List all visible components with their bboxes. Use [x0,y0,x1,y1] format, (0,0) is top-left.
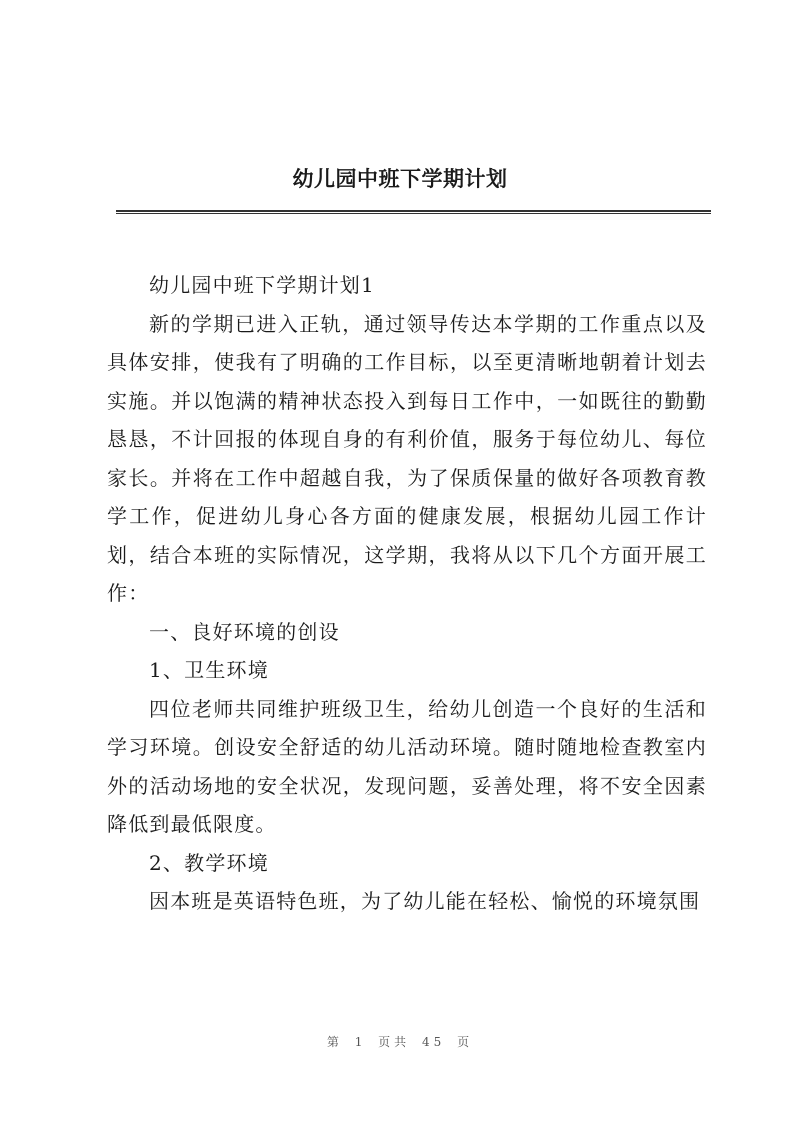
section-heading: 幼儿园中班下学期计划1 [149,273,375,297]
footer-prefix: 第 [326,1035,343,1049]
total-page-count: 45 [422,1035,446,1049]
page-footer [0,1033,800,1050]
section-heading: 一、良好环境的创设 [149,619,340,644]
subsection-heading: 1、卫生环境 [149,658,269,682]
document-title: 幼儿园中班下学期计划 [292,167,508,191]
subsection-heading: 2、教学环境 [149,850,269,875]
footer-middle: 页共 [378,1035,411,1049]
body-paragraph: 因本班是英语特色班，为了幼儿能在轻松、愉悦的环境氛围 [149,889,701,913]
current-page-number: 1 [354,1035,367,1049]
document-body [107,266,707,921]
title-underline [116,210,711,214]
footer-suffix: 页 [457,1035,474,1049]
body-paragraph: 新的学期已进入正轨，通过领导传达本学期的工作重点以及具体安排，使我有了明确的工作目标，以至更清晰地朝着计划去实施。并以饱满的精神状态投入到每日工作中，一如既往的勤勤恳恳，不计回报的体现自身的有利价值，服务于每位幼儿、每位家长。并将在工作中超越自我，为了保质保量的做好各项教育教学工作，促进幼儿身心各方面的健康发展，根据幼儿园工作计划，结合本班的实际情况，这学期，我将从以下几个方面开展工作： [107,311,707,605]
body-paragraph: 四位老师共同维护班级卫生，给幼儿创造一个良好的生活和学习环境。创设安全舒适的幼儿活动环境。随时随地检查教室内外的活动场地的安全状况，发现问题，妥善处理，将不安全因素降低到最低限度。 [107,696,707,836]
